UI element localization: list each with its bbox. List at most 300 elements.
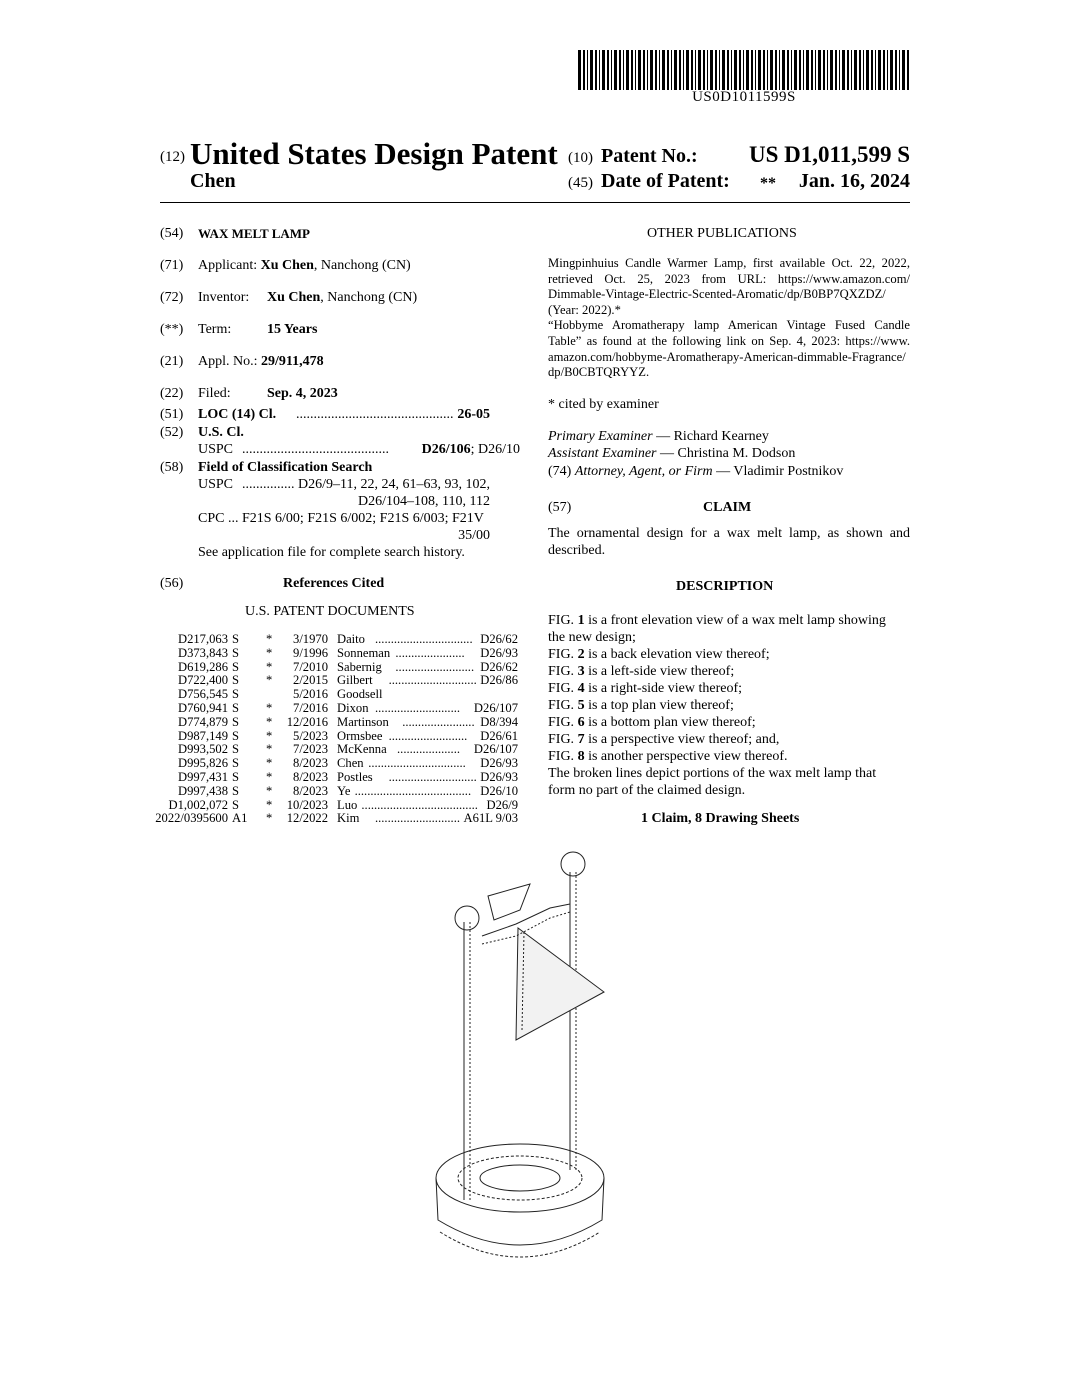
figure-prefix: FIG. <box>548 715 578 730</box>
figure-number: 2 <box>577 647 585 662</box>
reference-row <box>160 785 520 799</box>
term-value: 15 Years <box>267 322 318 337</box>
document-type: United States Design Patent <box>190 136 558 171</box>
publication-line: Table” as found at the following link on Sep. 4, 2023: https://www. <box>548 333 910 348</box>
broken-lines-note <box>548 765 910 799</box>
code-72: (72) <box>160 290 184 305</box>
barcode <box>578 50 910 90</box>
barcode-bar <box>707 50 708 90</box>
applicant-field <box>198 258 411 274</box>
reference-date: 5/2016 <box>293 687 328 702</box>
barcode-bar <box>835 50 837 90</box>
broken-lines-line-1: The broken lines depict portions of the wax melt lamp that <box>548 766 877 781</box>
reference-class: D26/93 <box>480 645 518 660</box>
barcode-bar <box>851 50 852 90</box>
reference-number: D987,149 <box>177 728 228 743</box>
reference-name: Daito <box>337 632 365 646</box>
reference-kind: S <box>232 632 240 646</box>
patent-no-label: Patent No.: <box>601 145 698 167</box>
reference-name: Chen <box>337 756 364 771</box>
reference-date: 2/2015 <box>293 673 328 688</box>
reference-number: D1,002,072 <box>168 797 228 812</box>
broken-lines-line-2: form no part of the claimed design. <box>548 783 746 798</box>
reference-cited-flag: * <box>266 632 273 646</box>
figure-text: is a left-side view thereof; <box>584 664 735 679</box>
reference-number: 2022/0395600 <box>155 811 228 826</box>
reference-row <box>160 688 520 702</box>
barcode-bar <box>595 50 597 90</box>
barcode-bar <box>791 50 792 90</box>
barcode-bar <box>794 50 797 90</box>
barcode-bar <box>647 50 648 90</box>
reference-class: D26/93 <box>480 769 518 784</box>
assistant-examiner-label: Assistant Examiner <box>548 446 657 461</box>
barcode-bar <box>671 50 672 90</box>
reference-dot-leader: ......................... <box>395 659 475 674</box>
reference-name: Postles <box>337 769 373 784</box>
reference-name: Sabernig <box>337 659 382 674</box>
reference-dot-leader: ..................................... <box>361 797 478 812</box>
barcode-bar <box>578 50 581 90</box>
barcode-bar <box>818 50 821 90</box>
barcode-bar <box>655 50 657 90</box>
barcode-bar <box>583 50 585 90</box>
primary-examiner <box>548 429 769 445</box>
reference-dot-leader: ....................... <box>402 714 475 729</box>
reference-cited-flag: * <box>266 645 273 660</box>
reference-dot-leader: ............................ <box>388 769 477 784</box>
reference-dot-leader: .................... <box>397 742 460 757</box>
publication-line: retrieved Oct. 25, 2023 from URL: https://www.amazon.com/ <box>548 271 910 286</box>
barcode-bar <box>902 50 905 90</box>
us-patent-documents-heading: U.S. PATENT DOCUMENTS <box>245 604 415 619</box>
reference-date: 12/2016 <box>286 714 328 729</box>
reference-name: Sonneman <box>337 645 391 660</box>
reference-dot-leader: ........................... <box>375 700 461 715</box>
barcode-bar <box>734 50 737 90</box>
barcode-bar <box>611 50 612 90</box>
reference-kind: S <box>232 756 240 771</box>
barcode-bar <box>854 50 857 90</box>
reference-row <box>160 743 520 757</box>
figure-description <box>548 646 910 663</box>
reference-cited-flag: * <box>266 783 273 798</box>
barcode-bar <box>871 50 873 90</box>
barcode-bar <box>803 50 804 90</box>
publication-line: (Year: 2022).* <box>548 302 621 317</box>
barcode-bar <box>827 50 828 90</box>
barcode-bar <box>686 50 689 90</box>
search-uspc-line1: D26/9–11, 22, 24, 61–63, 93, 102, <box>298 477 490 492</box>
assistant-examiner-name: — Christina M. Dodson <box>656 446 796 461</box>
reference-number: D997,438 <box>177 783 228 798</box>
barcode-bar <box>683 50 684 90</box>
reference-class: D26/9 <box>486 797 518 812</box>
reference-date: 7/2010 <box>293 659 328 674</box>
reference-name: Luo <box>337 797 358 812</box>
figure-number: 3 <box>577 664 585 679</box>
appl-field <box>198 354 324 370</box>
figure-prefix: FIG. <box>548 698 578 713</box>
other-publications-heading: OTHER PUBLICATIONS <box>647 226 797 241</box>
barcode-bar <box>755 50 756 90</box>
reference-kind: A1 <box>232 811 248 826</box>
figure-number: 6 <box>577 715 585 730</box>
reference-cited-flag: * <box>266 714 273 729</box>
reference-dot-leader: ............................... <box>375 632 473 646</box>
figure-description <box>548 714 910 731</box>
reference-dot-leader: ............................ <box>388 673 477 688</box>
barcode-bar <box>599 50 600 90</box>
figure-description <box>548 663 910 680</box>
header-rule <box>160 202 910 203</box>
loc-label: LOC (14) Cl. <box>198 407 277 422</box>
barcode-bar <box>719 50 720 90</box>
filed-label: Filed: <box>198 386 231 401</box>
right-finial <box>561 852 585 876</box>
lamp-clip <box>488 884 530 920</box>
reference-kind: S <box>232 769 240 784</box>
reference-date: 8/2023 <box>293 769 328 784</box>
attorney-label: Attorney, Agent, or Firm <box>574 464 713 479</box>
figure-description <box>548 748 910 765</box>
code-45: (45) <box>568 175 593 191</box>
barcode-bar <box>758 50 761 90</box>
reference-class: A61L 9/03 <box>463 811 518 826</box>
reference-number: D995,826 <box>177 756 228 771</box>
search-uspc-label: USPC <box>198 477 234 492</box>
barcode-bar <box>715 50 717 90</box>
figure-prefix: FIG. <box>548 681 578 696</box>
uspc-dots: .......................................... <box>242 442 389 457</box>
reference-row <box>160 730 520 744</box>
other-publications-text <box>548 256 910 381</box>
reference-number: D997,431 <box>177 769 228 784</box>
reference-row <box>160 716 520 730</box>
search-uspc-line2: D26/104–108, 110, 112 <box>358 494 490 509</box>
barcode-bar <box>602 50 605 90</box>
barcode-bar <box>659 50 660 90</box>
reference-dot-leader: ..................................... <box>354 783 472 798</box>
barcode-bar <box>695 50 696 90</box>
reference-class: D26/107 <box>473 742 518 757</box>
barcode-bar <box>703 50 705 90</box>
reference-dot-leader: ......................... <box>388 728 468 743</box>
appl-value: 29/911,478 <box>261 354 324 369</box>
code-22: (22) <box>160 386 184 401</box>
barcode-bar <box>859 50 861 90</box>
reference-number: D760,941 <box>177 700 228 715</box>
barcode-bar <box>883 50 885 90</box>
lamp-shade <box>516 928 604 1040</box>
reference-kind: S <box>232 714 240 729</box>
barcode-bar <box>698 50 701 90</box>
reference-cited-flag: * <box>266 756 273 771</box>
barcode-bar <box>890 50 893 90</box>
code-58: (58) <box>160 460 184 475</box>
barcode-bar <box>806 50 809 90</box>
reference-date: 8/2023 <box>293 783 328 798</box>
term-label: Term: <box>198 322 232 337</box>
barcode-bar <box>811 50 813 90</box>
figure-description <box>548 612 910 629</box>
barcode-bar <box>782 50 785 90</box>
figure-text: the new design; <box>548 630 636 645</box>
applicant-location: , Nanchong (CN) <box>313 258 411 273</box>
publication-line: amazon.com/hobbyme-Aromatherapy-American-dimmable-Fragrance/ <box>548 349 906 364</box>
reference-number: D756,545 <box>177 687 228 702</box>
reference-class: D26/61 <box>480 728 518 743</box>
barcode-bar <box>830 50 833 90</box>
code-12: (12) <box>160 149 185 165</box>
see-application: See application file for complete search history. <box>198 545 465 560</box>
primary-examiner-name: — Richard Kearney <box>652 429 769 444</box>
barcode-bar <box>907 50 909 90</box>
reference-cited-flag: * <box>266 659 273 674</box>
reference-date: 9/1996 <box>293 645 328 660</box>
wax-melt-lamp-drawing <box>420 840 620 1300</box>
reference-name: Goodsell <box>337 687 383 702</box>
reference-dot-leader: ........................... <box>374 811 460 826</box>
reference-cited-flag: * <box>266 797 273 812</box>
applicant-name: Xu Chen <box>260 258 314 273</box>
publication-line: Mingpinhuius Candle Warmer Lamp, first available Oct. 22, 2022, <box>548 256 910 270</box>
barcode-bar <box>727 50 729 90</box>
reference-dot-leader: ............................... <box>368 756 466 771</box>
barcode-bar <box>751 50 753 90</box>
reference-number: D774,879 <box>177 714 228 729</box>
figure-text: is a perspective view thereof; and, <box>584 732 780 747</box>
barcode-bar <box>899 50 900 90</box>
barcode-bar <box>895 50 897 90</box>
figure-description <box>548 680 910 697</box>
reference-row <box>160 674 520 688</box>
reference-dot-leader: ...................... <box>395 645 465 660</box>
reference-kind: S <box>232 645 240 660</box>
reference-row <box>155 811 520 826</box>
claims-sheets-count: 1 Claim, 8 Drawing Sheets <box>641 811 800 826</box>
barcode-bar <box>746 50 749 90</box>
reference-kind: S <box>232 728 240 743</box>
barcode-bar <box>866 50 869 90</box>
figure-text: is a back elevation view thereof; <box>584 647 770 662</box>
claim-text: The ornamental design for a wax melt lamp, as shown and described. <box>548 526 910 558</box>
reference-row <box>160 633 520 647</box>
reference-class: D26/93 <box>480 756 518 771</box>
figure-description <box>548 731 910 748</box>
barcode-bar <box>635 50 636 90</box>
cpc-line1: CPC ... F21S 6/00; F21S 6/002; F21S 6/003; F21V <box>198 511 484 526</box>
reference-row <box>160 647 520 661</box>
barcode-bar <box>839 50 840 90</box>
barcode-bar <box>623 50 624 90</box>
barcode-bar <box>775 50 777 90</box>
barcode-bar <box>626 50 629 90</box>
code-57: (57) <box>548 500 572 515</box>
barcode-bar <box>631 50 633 90</box>
barcode-bar <box>847 50 849 90</box>
reference-name: Dixon <box>337 700 369 715</box>
barcode-bar <box>667 50 669 90</box>
reference-class: D26/10 <box>480 783 518 798</box>
barcode-bar <box>875 50 876 90</box>
reference-number: D619,286 <box>177 659 228 674</box>
left-finial <box>455 906 479 930</box>
reference-kind: S <box>232 797 240 812</box>
inventor-field <box>267 290 417 306</box>
barcode-bar <box>638 50 641 90</box>
reference-class: D26/107 <box>473 700 518 715</box>
figure-text: is a right-side view thereof; <box>584 681 743 696</box>
reference-number: D373,843 <box>177 645 228 660</box>
code-term: (**) <box>160 322 184 337</box>
reference-kind: S <box>232 659 240 674</box>
code-56: (56) <box>160 576 184 591</box>
reference-kind: S <box>232 783 240 798</box>
barcode-bar <box>767 50 768 90</box>
figure-number: 5 <box>577 698 585 713</box>
barcode-bar <box>770 50 773 90</box>
code-21: (21) <box>160 354 184 369</box>
barcode-bar <box>731 50 732 90</box>
base-inner-ellipse <box>458 1156 582 1200</box>
barcode-number: US0D1011599S <box>692 89 796 105</box>
reference-date: 7/2023 <box>293 742 328 757</box>
code-74: (74) <box>548 464 572 479</box>
barcode-bar <box>590 50 593 90</box>
base-top-ellipse <box>436 1144 604 1212</box>
figure-prefix: FIG. <box>548 664 578 679</box>
reference-cited-flag: * <box>266 700 273 715</box>
figure-text: is a front elevation view of a wax melt lamp showing <box>584 613 886 628</box>
figure-prefix: FIG. <box>548 613 578 628</box>
reference-row <box>160 702 520 716</box>
barcode-bar <box>607 50 609 90</box>
reference-number: D217,063 <box>177 632 228 646</box>
reference-name: Ye <box>337 783 351 798</box>
figure-text: is a bottom plan view thereof; <box>584 715 756 730</box>
reference-row <box>160 661 520 675</box>
reference-class: D26/62 <box>480 659 518 674</box>
reference-cited-flag: * <box>266 673 273 688</box>
title: WAX MELT LAMP <box>198 226 310 241</box>
code-71: (71) <box>160 258 184 273</box>
reference-date: 7/2016 <box>293 700 328 715</box>
barcode-bar <box>799 50 801 90</box>
code-51: (51) <box>160 407 184 422</box>
publication-line: Dimmable-Vintage-Electric-Scented-Aromatic/dp/B0BP7QXZDZ/ <box>548 287 886 302</box>
loc-value: 26-05 <box>457 407 490 422</box>
figure-number: 7 <box>577 732 585 747</box>
reference-name: Martinson <box>337 714 389 729</box>
search-uspc-dots: ............... <box>242 477 295 492</box>
reference-class: D8/394 <box>480 714 518 729</box>
patent-date: Jan. 16, 2024 <box>798 170 910 192</box>
uspc-label: USPC <box>198 442 234 457</box>
date-stars: ** <box>760 175 776 192</box>
primary-examiner-label: Primary Examiner <box>548 429 653 444</box>
applicant-label: Applicant: <box>198 258 258 273</box>
publication-line: dp/B0CBTQRYYZ. <box>548 365 650 380</box>
attorney-name: — Vladimir Postnikov <box>712 464 844 479</box>
reference-date: 8/2023 <box>293 756 328 771</box>
cited-note: * cited by examiner <box>548 397 659 412</box>
figure-prefix: FIG. <box>548 732 578 747</box>
appl-label: Appl. No.: <box>198 354 258 369</box>
references-table <box>155 632 520 826</box>
references-heading: References Cited <box>283 576 385 591</box>
inventor-name: Xu Chen <box>267 290 321 305</box>
barcode-bar <box>878 50 881 90</box>
figure-number: 4 <box>577 681 585 696</box>
figure-description <box>548 697 910 714</box>
code-10: (10) <box>568 150 593 166</box>
reference-row <box>160 771 520 785</box>
barcode-bar <box>619 50 621 90</box>
reference-name: McKenna <box>337 742 387 757</box>
reference-date: 10/2023 <box>286 797 328 812</box>
barcode-bar <box>743 50 744 90</box>
inventor-short: Chen <box>190 170 236 192</box>
figure-text: is another perspective view thereof. <box>584 749 788 764</box>
figure-number: 1 <box>577 613 585 628</box>
reference-class: D26/86 <box>480 673 518 688</box>
uspc-value <box>422 442 520 458</box>
description-text <box>548 612 910 765</box>
barcode-bar <box>710 50 713 90</box>
claim-heading: CLAIM <box>703 500 752 515</box>
reference-number: D722,400 <box>177 673 228 688</box>
assistant-examiner <box>548 446 795 462</box>
reference-row <box>160 799 520 813</box>
attorney <box>548 464 843 480</box>
patent-number: US D1,011,599 S <box>748 142 910 167</box>
barcode-bar <box>614 50 617 90</box>
barcode-bar <box>679 50 681 90</box>
uspc-rest: ; D26/10 <box>470 442 520 457</box>
code-54: (54) <box>160 226 184 241</box>
reference-cited-flag: * <box>266 742 273 757</box>
description-heading: DESCRIPTION <box>676 579 774 594</box>
barcode-bar <box>779 50 780 90</box>
inventor-label: Inventor: <box>198 290 250 305</box>
code-52: (52) <box>160 425 184 440</box>
barcode-bar <box>863 50 864 90</box>
uscl-label: U.S. Cl. <box>198 425 244 440</box>
reference-name: Ormsbee <box>337 728 383 743</box>
reference-kind: S <box>232 687 240 702</box>
reference-kind: S <box>232 700 240 715</box>
figure-prefix: FIG. <box>548 749 578 764</box>
date-label: Date of Patent: <box>601 170 730 192</box>
barcode-bar <box>643 50 645 90</box>
reference-date: 3/1970 <box>293 632 328 646</box>
reference-name: Gilbert <box>337 673 373 688</box>
barcode-bar <box>650 50 653 90</box>
reference-date: 12/2022 <box>286 811 328 826</box>
reference-cited-flag: * <box>266 811 273 826</box>
barcode-bar <box>823 50 825 90</box>
barcode-bar <box>587 50 588 90</box>
figure-text: is a top plan view thereof; <box>584 698 734 713</box>
cpc-line2: 35/00 <box>458 528 490 543</box>
barcode-bar <box>722 50 725 90</box>
filed-value: Sep. 4, 2023 <box>267 386 338 401</box>
reference-date: 5/2023 <box>293 728 328 743</box>
reference-class: D26/62 <box>480 632 518 646</box>
barcode-bar <box>763 50 765 90</box>
reference-kind: S <box>232 673 240 688</box>
